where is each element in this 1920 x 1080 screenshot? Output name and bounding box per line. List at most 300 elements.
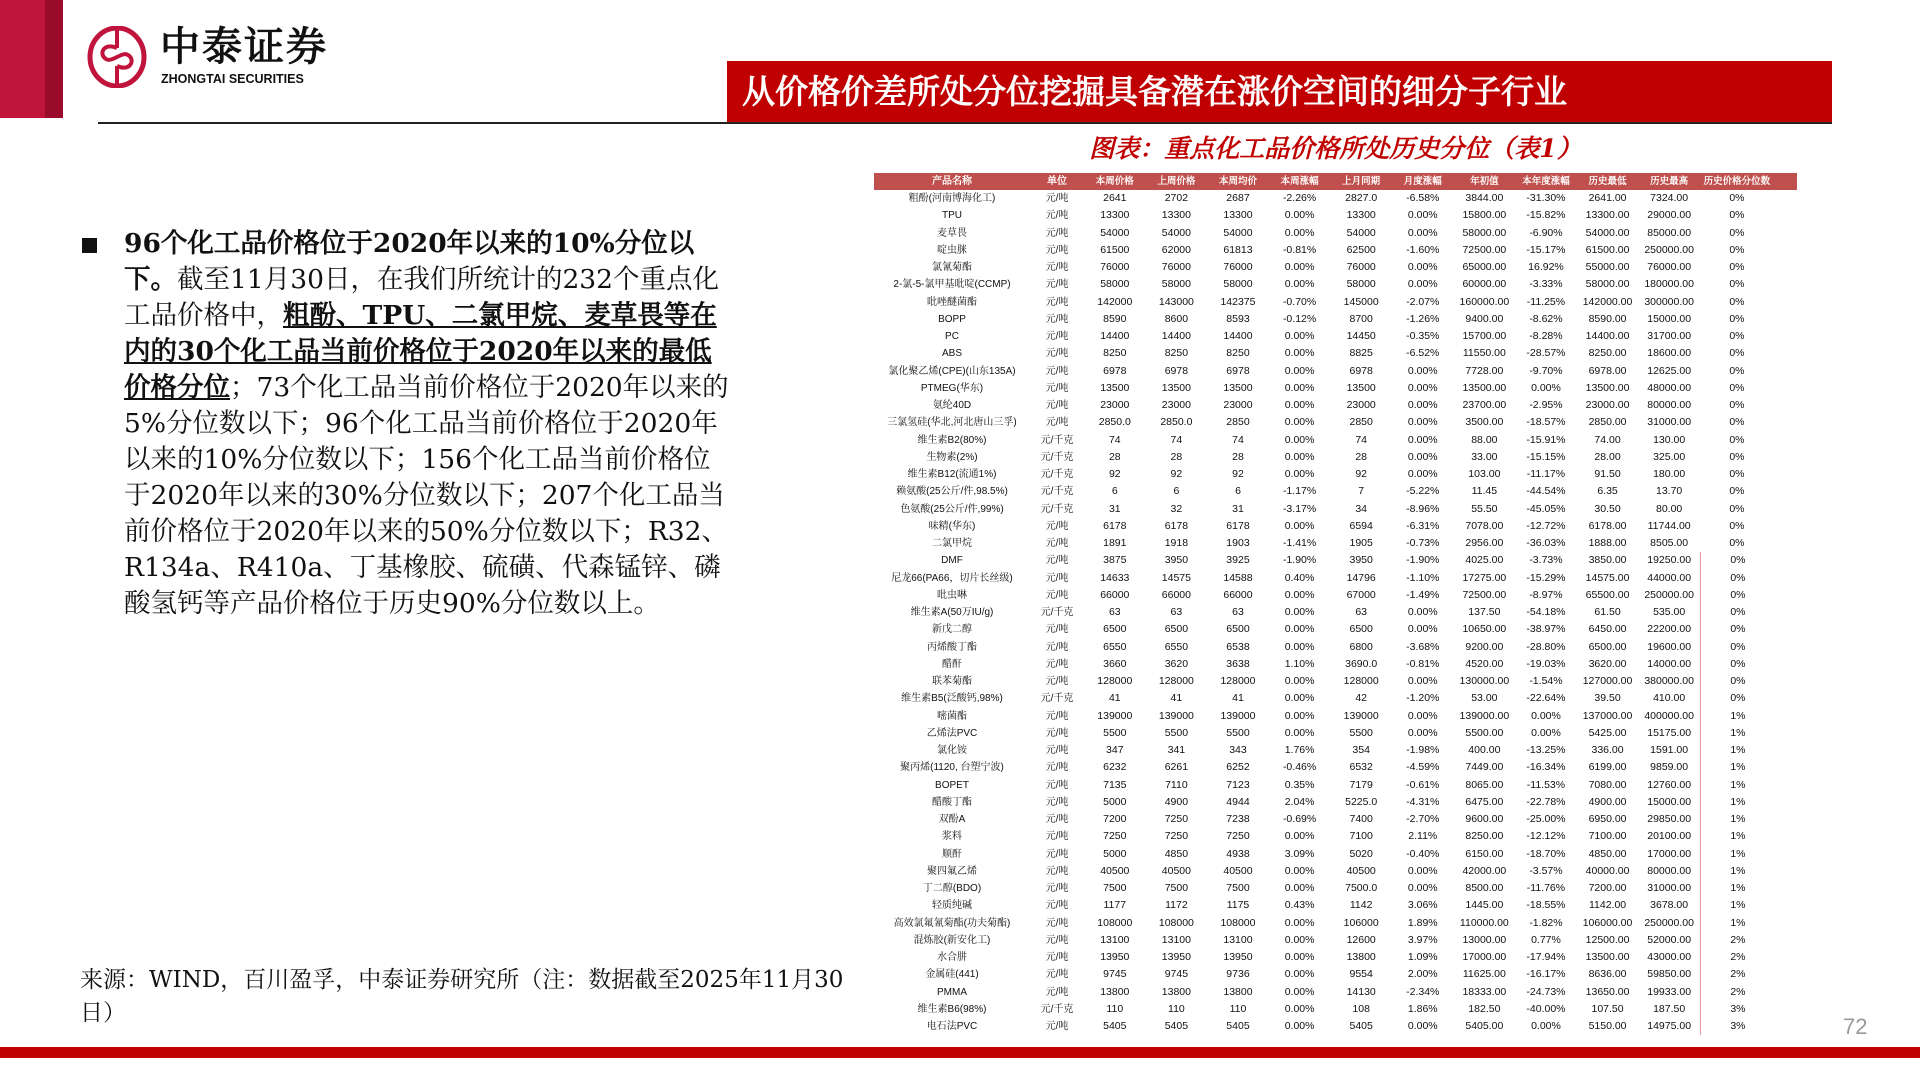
table-row	[874, 294, 1797, 311]
table-cell: 92	[1108, 468, 1121, 480]
column-header: 本周均价	[1218, 176, 1257, 187]
product-name-cell: 维生素B12(流通1%)	[907, 469, 997, 480]
table-cell: 61500.00	[1585, 243, 1630, 256]
table-cell: 63	[1355, 606, 1368, 618]
table-cell: 0.00%	[1407, 623, 1438, 636]
table-cell: -15.82%	[1526, 209, 1566, 222]
table-cell: 3660	[1103, 657, 1127, 670]
table-cell: 7135	[1103, 778, 1127, 791]
table-cell: 13500.00	[1585, 951, 1630, 963]
table-cell: 13300	[1161, 209, 1191, 222]
table-cell: 1%	[1730, 813, 1746, 825]
table-cell: 0.00%	[1284, 261, 1315, 273]
table-cell: 0.00%	[1284, 985, 1315, 998]
table-cell: -3.17%	[1282, 502, 1317, 515]
table-cell: 12625.00	[1647, 364, 1692, 377]
product-name-cell: 2-氯-5-氯甲基吡啶(CCMP)	[893, 279, 1011, 291]
table-cell: 9600.00	[1465, 813, 1504, 825]
footer-bar	[0, 1047, 1920, 1058]
table-cell: 6232	[1103, 761, 1127, 774]
product-name-cell: 二氯甲烷	[932, 538, 972, 549]
product-name-cell: TPU	[942, 210, 962, 222]
table-cell: 13300.00	[1585, 209, 1630, 222]
table-cell: 347	[1106, 744, 1124, 756]
product-name-cell: 三氯氢硅(华北,河北唐山三孚)	[887, 417, 1017, 429]
table-cell: 2850.00	[1588, 416, 1627, 429]
table-cell: -0.81%	[1406, 657, 1440, 670]
body-paragraph	[124, 226, 736, 622]
table-cell: 31700.00	[1647, 330, 1692, 342]
table-cell: 137000.00	[1582, 709, 1633, 722]
table-cell: 13100	[1161, 933, 1191, 946]
table-cell: 54000	[1161, 226, 1191, 239]
column-header: 本周价格	[1095, 176, 1134, 187]
table-cell: 6978	[1349, 364, 1373, 377]
table-cell: 1%	[1730, 830, 1746, 843]
product-name-cell: 金属硅(441)	[925, 969, 979, 981]
table-cell: 182.50	[1468, 1002, 1501, 1015]
table-cell: 8250	[1103, 347, 1127, 360]
table-cell: 元/吨	[1045, 382, 1069, 394]
table-cell: 142000	[1097, 295, 1133, 308]
table-cell: 28	[1170, 450, 1183, 463]
table-cell: 65000.00	[1462, 261, 1507, 273]
table-cell: 74	[1232, 433, 1244, 446]
table-cell: 85000.00	[1647, 226, 1692, 239]
table-cell: 元/吨	[1045, 831, 1069, 843]
table-cell: 11625.00	[1462, 968, 1506, 981]
table-cell: 53.00	[1471, 692, 1498, 705]
zhongtai-logo-icon	[86, 26, 148, 88]
header-divider	[98, 122, 1832, 124]
table-cell: 13800	[1161, 985, 1191, 998]
table-cell: 58000.00	[1462, 226, 1507, 239]
table-cell: 91.50	[1594, 468, 1621, 480]
table-cell: 0%	[1729, 330, 1745, 342]
table-row	[874, 345, 1797, 362]
table-cell: -6.58%	[1406, 192, 1440, 204]
table-cell: -0.70%	[1282, 295, 1317, 308]
table-cell: -2.07%	[1406, 295, 1440, 308]
table-cell: 13500	[1100, 381, 1130, 394]
table-cell: 42000.00	[1462, 864, 1507, 877]
table-row	[874, 794, 1797, 811]
table-row	[874, 552, 1797, 569]
table-row	[874, 604, 1797, 621]
table-cell: 0.00%	[1284, 416, 1315, 429]
table-cell: 5500	[1164, 726, 1189, 739]
table-cell: 139000	[1220, 709, 1256, 722]
product-name-cell: 麦草畏	[937, 227, 967, 239]
table-cell: -1.10%	[1406, 571, 1440, 584]
table-cell: 106000	[1343, 916, 1379, 929]
table-cell: 元/千克	[1040, 486, 1074, 498]
table-cell: 3.09%	[1284, 847, 1315, 860]
table-cell: 6500	[1103, 623, 1127, 636]
table-cell: 4938	[1226, 847, 1250, 860]
table-cell: 3875	[1103, 554, 1127, 567]
table-cell: 54000.00	[1585, 226, 1630, 239]
table-cell: -1.41%	[1282, 537, 1317, 549]
table-cell: -0.40%	[1406, 847, 1440, 860]
table-cell: 0%	[1730, 554, 1746, 567]
table-cell: 3620	[1164, 657, 1189, 670]
product-name-cell: PC	[945, 331, 959, 342]
table-cell: 5405	[1103, 1020, 1127, 1032]
table-cell: 0%	[1729, 312, 1745, 325]
table-cell: 3638	[1226, 657, 1250, 670]
column-header: 月度涨幅	[1403, 176, 1442, 187]
table-cell: 14575.00	[1585, 571, 1630, 584]
table-cell: 0.00%	[1407, 726, 1438, 739]
product-name-cell: 联苯菊酯	[932, 676, 972, 687]
decorative-bar	[0, 0, 45, 118]
table-cell: 1%	[1730, 899, 1746, 912]
table-cell: 88.00	[1471, 433, 1498, 446]
table-cell: 63	[1108, 606, 1121, 618]
table-row	[874, 432, 1797, 449]
table-cell: 元/吨	[1045, 624, 1069, 636]
table-cell: 13300	[1346, 209, 1376, 222]
column-header: 历史价格分位数	[1703, 176, 1771, 187]
product-name-cell: 维生素B2(80%)	[917, 434, 987, 446]
table-cell: 250000.00	[1638, 587, 1701, 604]
table-row	[874, 621, 1797, 638]
table-cell: -1.17%	[1282, 485, 1317, 498]
table-cell: 13950	[1161, 951, 1191, 963]
table-cell: 58000	[1161, 278, 1191, 291]
table-cell: 58000	[1100, 278, 1130, 291]
brand-name-en: ZHONGTAI SECURITIES	[161, 72, 304, 86]
product-name-cell: 维生素A(50万IU/g)	[910, 607, 994, 618]
table-row	[874, 259, 1797, 276]
table-cell: 0%	[1730, 675, 1746, 687]
column-header: 历史最高	[1650, 176, 1689, 187]
table-cell: -8.96%	[1406, 502, 1440, 515]
table-row	[874, 311, 1797, 328]
table-cell: -1.60%	[1406, 243, 1440, 256]
column-header: 历史最低	[1588, 176, 1627, 187]
product-name-cell: 双酚A	[938, 814, 966, 825]
table-row	[874, 639, 1797, 656]
table-cell: 4900	[1164, 795, 1189, 808]
table-cell: 14400	[1100, 330, 1130, 342]
table-cell: 250000.00	[1644, 243, 1694, 256]
table-cell: 7200	[1103, 813, 1127, 825]
table-cell: 5000	[1103, 795, 1127, 808]
table-cell: 1888.00	[1588, 537, 1627, 549]
table-cell: 92	[1170, 468, 1183, 480]
table-row	[874, 777, 1797, 794]
table-cell: 2%	[1730, 933, 1746, 946]
table-cell: 14130	[1346, 985, 1376, 998]
table-cell: 元/吨	[1045, 555, 1069, 567]
table-cell: 180000.00	[1644, 278, 1694, 291]
table-row	[874, 932, 1797, 949]
bullet-icon	[82, 238, 97, 253]
table-cell: 0%	[1730, 657, 1746, 670]
table-cell: 5425.00	[1588, 726, 1627, 739]
table-cell: 74.00	[1594, 433, 1621, 446]
table-cell: 6199.00	[1588, 761, 1627, 774]
table-cell: 1.10%	[1284, 657, 1315, 670]
product-name-cell: 醋酸丁酯	[932, 796, 972, 808]
table-cell: 137.50	[1468, 606, 1501, 618]
table-cell: 5500	[1103, 726, 1127, 739]
table-cell: -18.70%	[1526, 847, 1566, 860]
product-name-cell: 电石法PVC	[926, 1021, 978, 1032]
table-cell: 13800	[1223, 985, 1253, 998]
table-cell: 0.00%	[1284, 830, 1315, 843]
table-cell: 6500	[1226, 623, 1250, 636]
table-cell: 8825	[1349, 347, 1373, 360]
table-cell: 410.00	[1638, 690, 1701, 707]
table-cell: 7100	[1349, 830, 1373, 843]
table-cell: 336.00	[1591, 744, 1624, 756]
key-finding: 96个化工品价格位于2020年以来的10%分位以下。	[124, 228, 695, 295]
table-cell: 2641.00	[1588, 192, 1627, 204]
table-cell: 62500	[1346, 243, 1376, 256]
table-cell: 32	[1170, 502, 1183, 515]
table-cell: 7080.00	[1588, 778, 1627, 791]
table-cell: 74	[1355, 433, 1368, 446]
table-cell: 0.00%	[1284, 675, 1315, 687]
table-cell: 13500.00	[1585, 381, 1630, 394]
table-cell: 1177	[1103, 899, 1127, 912]
table-cell: 0.00%	[1284, 347, 1315, 360]
page-number: 72	[1843, 1014, 1868, 1039]
table-cell: 9745	[1103, 968, 1127, 981]
table-cell: 12600	[1346, 933, 1376, 946]
table-cell: 13.70	[1656, 485, 1683, 498]
table-cell: -0.46%	[1282, 761, 1317, 774]
table-cell: 535.00	[1638, 604, 1701, 621]
body-text-part: 截至11月30日，在我们所统计的232个重点化工品价格中，	[124, 264, 720, 331]
table-cell: 8500.00	[1465, 882, 1504, 894]
table-cell: 0%	[1729, 399, 1745, 411]
table-cell: 48000.00	[1647, 381, 1692, 394]
table-cell: 1142.00	[1588, 899, 1627, 912]
table-cell: 11550.00	[1462, 347, 1506, 360]
table-cell: 33.00	[1471, 450, 1498, 463]
table-cell: 6538	[1226, 640, 1250, 653]
table-cell: 13500	[1161, 381, 1191, 394]
table-cell: 23000.00	[1585, 399, 1630, 411]
product-name-cell: 水合肼	[937, 952, 967, 963]
column-header: 本年度涨幅	[1522, 176, 1570, 187]
table-row	[874, 966, 1797, 983]
table-cell: 15800.00	[1462, 209, 1507, 222]
table-cell: 11744.00	[1647, 519, 1691, 532]
table-cell: 0%	[1729, 261, 1745, 273]
table-cell: 0.77%	[1531, 933, 1561, 946]
table-cell: 23000	[1161, 399, 1191, 411]
source-note: 来源：WIND，百川盈孚，中泰证券研究所（注：数据截至2025年11月30日）	[80, 967, 844, 1026]
table-cell: 58000	[1223, 278, 1253, 291]
table-cell: 67000	[1346, 588, 1376, 601]
table-cell: 65500.00	[1585, 588, 1630, 601]
table-cell: 160000.00	[1459, 295, 1510, 308]
table-cell: 0.35%	[1284, 778, 1315, 791]
table-cell: 76000	[1100, 261, 1130, 273]
product-name-cell: 氯化铵	[937, 745, 967, 756]
table-cell: 5405	[1226, 1020, 1250, 1032]
table-cell: 14400	[1161, 330, 1191, 342]
table-cell: 元/吨	[1045, 676, 1069, 687]
product-name-cell: 氨纶40D	[932, 400, 972, 411]
table-cell: 2641	[1103, 192, 1127, 204]
table-cell: 元/吨	[1045, 365, 1069, 377]
table-cell: 0.00%	[1284, 399, 1315, 411]
table-cell: -22.78%	[1526, 795, 1566, 808]
table-row	[874, 846, 1797, 863]
table-cell: 元/吨	[1045, 934, 1069, 946]
table-cell: 0.00%	[1531, 709, 1561, 722]
table-cell: 66000	[1223, 588, 1253, 601]
column-header: 上周价格	[1157, 176, 1196, 187]
table-cell: 6594	[1349, 519, 1373, 532]
table-cell: 143000	[1158, 295, 1194, 308]
table-cell: 60000.00	[1462, 278, 1507, 291]
table-cell: 元/吨	[1045, 883, 1069, 894]
table-cell: 5405.00	[1465, 1020, 1504, 1032]
table-cell: 3844.00	[1465, 192, 1504, 204]
table-cell: 9736	[1226, 968, 1250, 981]
table-cell: -18.57%	[1526, 416, 1566, 429]
table-cell: 7250	[1164, 830, 1189, 843]
table-cell: 0%	[1730, 692, 1746, 705]
table-cell: -38.97%	[1526, 623, 1566, 636]
table-row	[874, 725, 1797, 742]
table-cell: 12760.00	[1638, 777, 1701, 794]
table-cell: 元/吨	[1045, 969, 1069, 981]
table-cell: -1.82%	[1529, 916, 1563, 929]
table-cell: -12.72%	[1526, 519, 1566, 532]
table-row	[874, 1001, 1797, 1018]
table-cell: 0.00%	[1407, 226, 1438, 239]
table-cell: 8250.00	[1588, 347, 1627, 360]
table-cell: 43000.00	[1638, 949, 1701, 966]
table-cell: 0.00%	[1407, 399, 1438, 411]
table-cell: -45.05%	[1526, 502, 1566, 515]
table-cell: -0.61%	[1406, 778, 1440, 791]
table-cell: 0%	[1729, 468, 1745, 480]
table-cell: 2.11%	[1408, 830, 1438, 843]
table-cell: 2850.0	[1160, 416, 1193, 429]
table-cell: 14400	[1223, 330, 1253, 342]
table-cell: 6252	[1226, 761, 1250, 774]
table-row	[874, 742, 1797, 759]
table-cell: 31	[1108, 502, 1121, 515]
table-cell: -15.29%	[1526, 571, 1566, 584]
table-cell: 8700	[1349, 312, 1373, 325]
product-name-cell: BOPET	[935, 779, 969, 791]
table-cell: 400000.00	[1638, 708, 1701, 725]
table-cell: 103.00	[1468, 468, 1501, 480]
table-cell: 14796	[1346, 571, 1376, 584]
table-cell: 3500.00	[1465, 416, 1504, 429]
product-name-cell: 轻质纯碱	[932, 900, 972, 912]
table-cell: -4.31%	[1406, 795, 1440, 808]
table-cell: 13650.00	[1585, 985, 1630, 998]
table-cell: 30.50	[1594, 502, 1621, 515]
table-cell: -13.25%	[1526, 744, 1566, 756]
table-row	[874, 380, 1797, 397]
table-row	[874, 915, 1797, 932]
table-cell: 元/吨	[1045, 900, 1069, 912]
product-name-cell: 丙烯酸丁酯	[927, 641, 977, 653]
table-cell: 元/吨	[1045, 710, 1069, 722]
table-cell: -11.17%	[1526, 468, 1566, 480]
table-cell: 1%	[1730, 778, 1746, 791]
table-row	[874, 518, 1797, 535]
table-cell: 7400	[1349, 813, 1373, 825]
table-cell: 13950	[1223, 951, 1253, 963]
table-row	[874, 984, 1797, 1001]
table-cell: 0.00%	[1407, 261, 1438, 273]
table-cell: 元/吨	[1045, 658, 1069, 670]
product-name-cell: 浆料	[942, 831, 962, 843]
table-cell: 7200.00	[1588, 882, 1627, 894]
table-cell: 1.76%	[1284, 744, 1315, 756]
table-cell: 14588	[1223, 571, 1253, 584]
table-cell: 63	[1232, 606, 1244, 618]
table-cell: 1175	[1226, 899, 1250, 912]
table-row	[874, 535, 1797, 552]
table-cell: 0.00%	[1284, 623, 1315, 636]
table-cell: 13800	[1346, 951, 1376, 963]
page-title: 从价格价差所处分位挖掘具备潜在涨价空间的细分子行业	[727, 61, 1832, 122]
table-cell: 元/吨	[1045, 193, 1069, 204]
table-cell: 5500	[1349, 726, 1373, 739]
table-cell: 0.00%	[1407, 709, 1438, 722]
table-cell: 142000.00	[1582, 295, 1633, 308]
table-cell: 7500	[1103, 882, 1127, 894]
product-name-cell: 醋酐	[942, 658, 962, 670]
table-cell: 0.00%	[1284, 519, 1315, 532]
table-cell: 0.40%	[1284, 571, 1315, 584]
table-cell: 18333.00	[1462, 985, 1507, 998]
table-cell: 40500	[1100, 864, 1130, 877]
table-cell: 1%	[1730, 795, 1746, 808]
table-cell: 9400.00	[1465, 312, 1504, 325]
table-body	[874, 190, 1797, 1035]
table-cell: 128000	[1220, 675, 1256, 687]
table-cell: 28	[1108, 450, 1121, 463]
table-cell: 42	[1355, 692, 1368, 705]
table-cell: -16.17%	[1526, 968, 1566, 981]
table-cell: -2.26%	[1282, 192, 1317, 204]
table-cell: 7123	[1226, 778, 1250, 791]
table-cell: 28	[1232, 450, 1244, 463]
table-row	[874, 690, 1797, 707]
table-cell: 7728.00	[1465, 364, 1504, 377]
table-row	[874, 225, 1797, 242]
table-cell: 400.00	[1468, 744, 1501, 756]
table-cell: 8505.00	[1650, 537, 1689, 549]
table-cell: 9745	[1164, 968, 1189, 981]
table-cell: 187.50	[1638, 1001, 1701, 1018]
product-name-cell: ABS	[941, 348, 962, 360]
table-cell: 0.00%	[1284, 433, 1315, 446]
table-cell: 31000.00	[1638, 880, 1701, 897]
table-cell: 139000.00	[1459, 709, 1510, 722]
table-row	[874, 501, 1797, 518]
table-cell: 7250	[1226, 830, 1250, 843]
table-cell: 3925	[1226, 554, 1250, 567]
table-cell: 4850	[1164, 847, 1189, 860]
table-cell: 40500	[1223, 864, 1253, 877]
